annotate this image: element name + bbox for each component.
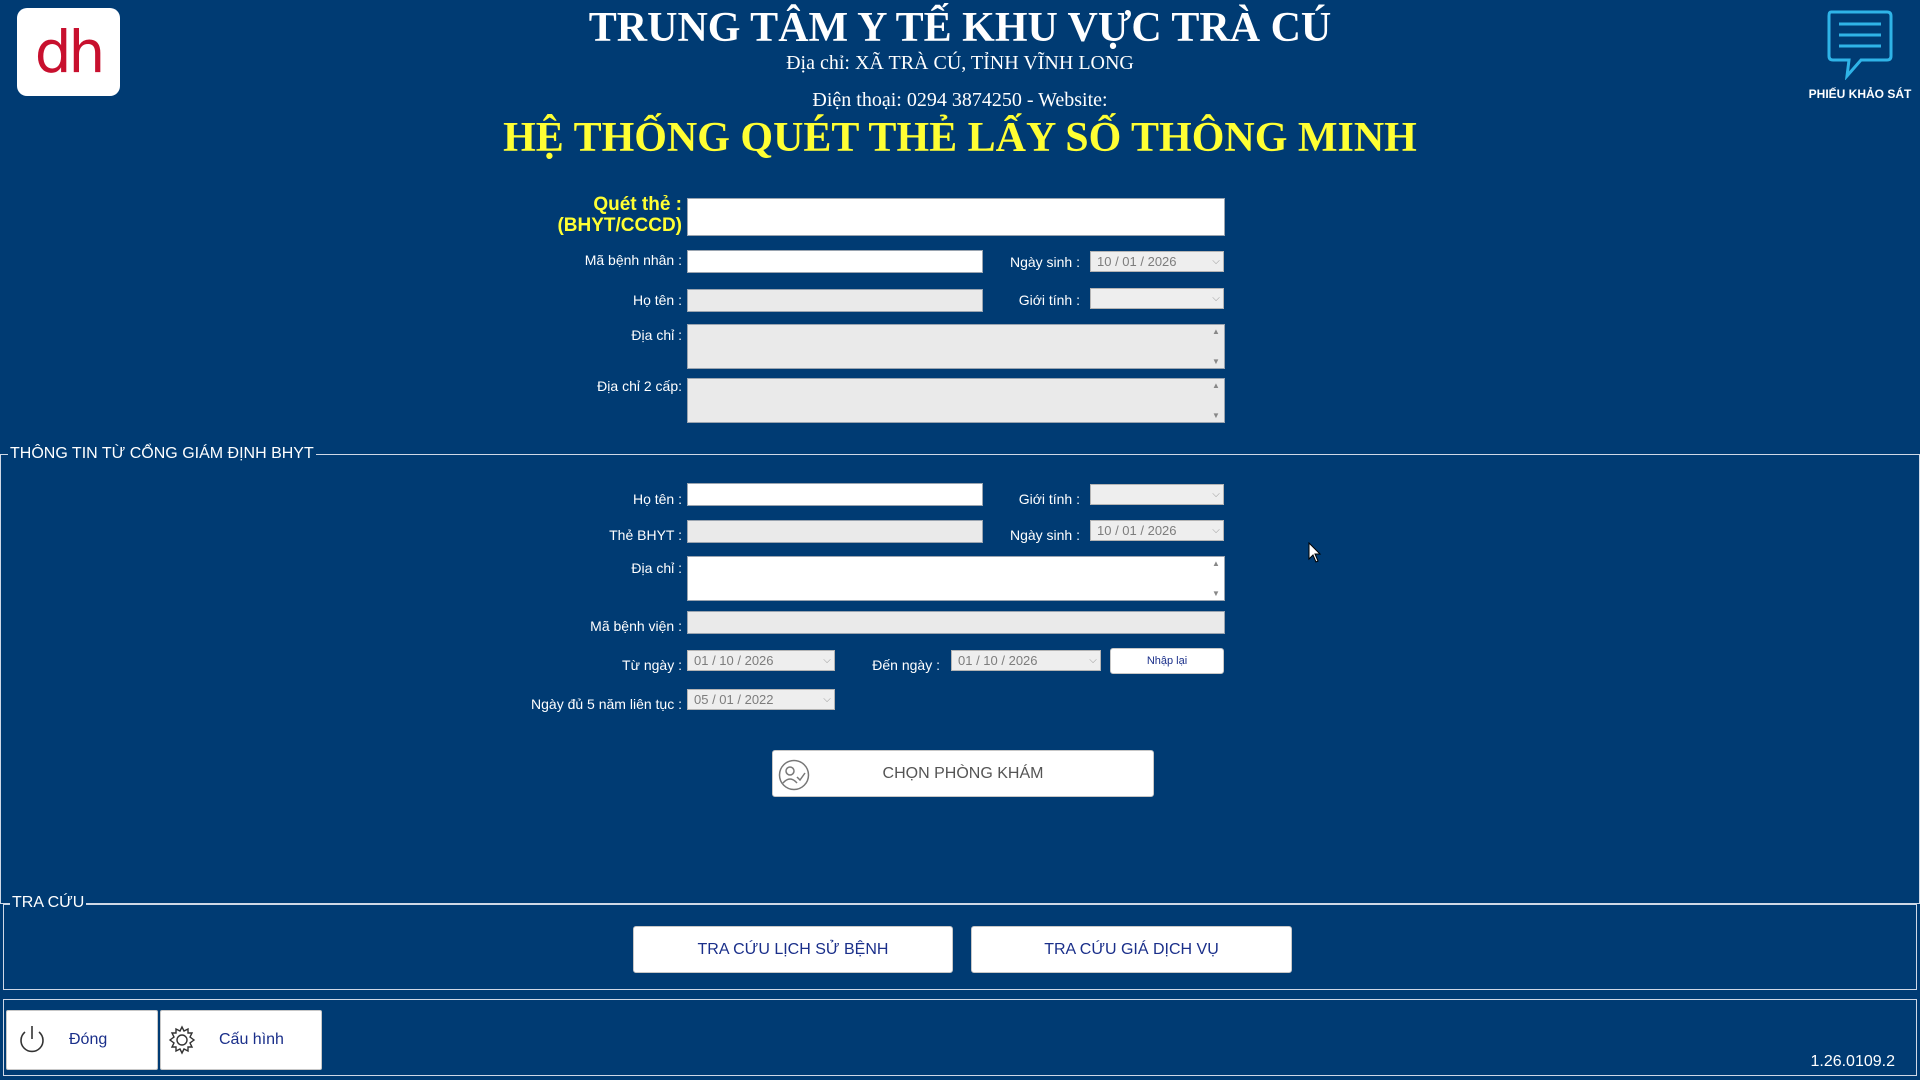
bhyt-card-input[interactable] (687, 520, 983, 543)
bhyt-card-label: Thẻ BHYT : (609, 527, 682, 543)
scrollbar[interactable]: ▲ ▼ (1212, 381, 1220, 420)
choose-clinic-label: CHỌN PHÒNG KHÁM (882, 764, 1044, 782)
gear-icon (165, 1023, 199, 1057)
hospital-code-input[interactable] (687, 611, 1225, 634)
from-date-label: Từ ngày : (622, 657, 682, 673)
five-year-label: Ngày đủ 5 năm liên tục : (531, 696, 682, 712)
bhyt-dob-label: Ngày sinh : (1009, 527, 1080, 543)
from-date-value: 01 / 10 / 2026 (694, 653, 774, 668)
dob-picker[interactable] (1090, 251, 1224, 272)
to-date-value: 01 / 10 / 2026 (958, 653, 1038, 668)
scan-label-sub: (BHYT/CCCD) (557, 215, 682, 236)
bhyt-dob-value: 10 / 01 / 2026 (1097, 523, 1177, 538)
chevron-down-icon: ⌵ (1212, 525, 1220, 536)
address-textarea[interactable] (687, 324, 1225, 369)
bhyt-address-label: Địa chỉ : (631, 560, 682, 576)
center-contact: Điện thoại: 0294 3874250 - Website: (812, 89, 1108, 111)
patient-code-input[interactable] (687, 250, 983, 273)
lookup-groupbox (3, 904, 1917, 990)
to-date-label: Đến ngày : (872, 657, 940, 673)
config-label: Cấu hình (219, 1031, 284, 1048)
scrollbar[interactable]: ▲ ▼ (1212, 559, 1220, 598)
gender-label: Giới tính : (1018, 292, 1080, 308)
history-lookup-button[interactable]: TRA CỨU LỊCH SỬ BỆNH (633, 926, 953, 973)
to-date-picker[interactable] (951, 650, 1101, 671)
version-label: 1.26.0109.2 (1810, 1053, 1895, 1070)
address-label: Địa chỉ : (631, 327, 682, 343)
lookup-legend: TRA CỨU (12, 894, 85, 911)
name-label: Họ tên : (632, 292, 682, 308)
choose-clinic-button[interactable] (772, 750, 1154, 797)
patient-code-label: Mã bệnh nhân : (584, 252, 682, 268)
system-title: HỆ THỐNG QUÉT THẺ LẤY SỐ THÔNG MINH (503, 115, 1417, 161)
close-button[interactable] (6, 1010, 158, 1070)
five-year-value: 05 / 01 / 2022 (694, 692, 774, 707)
from-date-picker[interactable] (687, 650, 835, 671)
power-icon (15, 1023, 49, 1057)
gender-select[interactable] (1090, 288, 1224, 309)
bhyt-address-textarea[interactable] (687, 556, 1225, 601)
address2-label: Địa chỉ 2 cấp: (597, 378, 682, 394)
five-year-picker[interactable] (687, 689, 835, 710)
chevron-down-icon: ⌵ (823, 694, 831, 705)
bhyt-gender-label: Giới tính : (1018, 491, 1080, 507)
logo-text: dh (34, 18, 103, 86)
dob-value: 10 / 01 / 2026 (1097, 254, 1177, 269)
person-check-icon (778, 759, 810, 791)
scan-label-main: Quét thẻ : (593, 194, 682, 215)
chevron-down-icon: ⌵ (1212, 256, 1220, 267)
chat-list-icon (1825, 8, 1895, 80)
scan-card-label (520, 194, 682, 236)
center-name: TRUNG TÂM Y TẾ KHU VỰC TRÀ CÚ (588, 5, 1332, 51)
bhyt-name-label: Họ tên : (632, 491, 682, 507)
hospital-code-label: Mã bệnh viện : (590, 618, 682, 634)
dob-label: Ngày sinh : (1009, 254, 1080, 270)
bhyt-dob-picker[interactable] (1090, 520, 1224, 541)
mouse-cursor-icon (1308, 542, 1322, 564)
survey-button[interactable] (1800, 8, 1920, 101)
reset-button[interactable]: Nhập lại (1110, 648, 1224, 674)
scrollbar[interactable]: ▲ ▼ (1212, 327, 1220, 366)
center-address: Địa chỉ: XÃ TRÀ CÚ, TỈNH VĨNH LONG (786, 52, 1134, 74)
scan-card-input[interactable] (687, 198, 1225, 236)
bhyt-name-input[interactable] (687, 483, 983, 506)
price-lookup-button[interactable]: TRA CỨU GIÁ DỊCH VỤ (971, 926, 1292, 973)
address2-textarea[interactable] (687, 378, 1225, 423)
chevron-down-icon: ⌵ (1212, 293, 1220, 304)
survey-label: PHIẾU KHẢO SÁT (1808, 87, 1912, 101)
config-button[interactable] (160, 1010, 322, 1070)
bhyt-legend: THÔNG TIN TỪ CỔNG GIÁM ĐỊNH BHYT (10, 445, 314, 462)
close-label: Đóng (69, 1031, 108, 1048)
chevron-down-icon: ⌵ (823, 655, 831, 666)
chevron-down-icon: ⌵ (1212, 489, 1220, 500)
chevron-down-icon: ⌵ (1089, 655, 1097, 666)
bhyt-gender-select[interactable] (1090, 484, 1224, 505)
name-input[interactable] (687, 289, 983, 312)
